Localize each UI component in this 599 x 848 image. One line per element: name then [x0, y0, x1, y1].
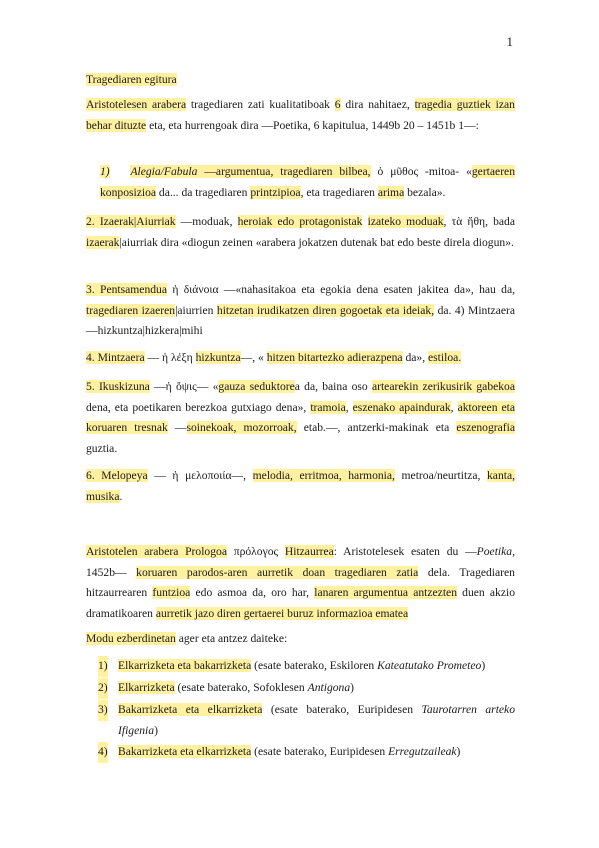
intro-highlight-3: tragedia guztiek izan behar dituzte: [86, 98, 515, 132]
item-5-highlight-1: gauza seduktore: [218, 380, 295, 393]
list-item-text: (esate baterako, Euripidesen: [251, 745, 389, 758]
list-item-text: (esate baterako, Eskiloren: [251, 659, 378, 672]
item-5-highlight-4: eszenako apaindurak: [352, 400, 451, 414]
modes-highlight: Modu ezberdinetan: [86, 632, 176, 645]
prologue-text-2: : Aristotelesek esaten du —: [333, 545, 477, 558]
list-item: [98, 678, 515, 699]
list-item-close: ): [350, 681, 355, 694]
list-item-highlight: Elkarrizketa: [118, 681, 175, 694]
item-2-text-2: , τὰ ἤθη, bada: [443, 215, 515, 228]
item-1-term: [130, 165, 197, 178]
item-3-text-2: |aiurrien: [175, 303, 217, 317]
list-item-title: Kateatutako Prometeo: [377, 659, 482, 672]
item-5-text-5: ,: [450, 400, 458, 414]
prologue-text-5: edo asmoa da, oro har,: [190, 586, 315, 599]
item-1-highlight-3: printzipioa: [250, 185, 301, 199]
list-item-close: ): [456, 745, 461, 758]
item-2-text-1: —moduak,: [175, 215, 238, 228]
item-5-text-4: ,: [345, 400, 353, 414]
item-2-paragraph: [86, 212, 515, 253]
list-item-title: Taurotarren arteko Ifigenia: [118, 703, 515, 737]
list-item-title: Antigona: [307, 681, 351, 694]
list-item-text: (esate baterako, Sofoklesen: [174, 681, 308, 694]
item-1-num-text: 1): [100, 165, 110, 178]
item-6-text-3: .: [119, 489, 123, 503]
section-heading: [86, 70, 515, 91]
item-2-term: 2. Izaerak|Aiurriak: [86, 215, 176, 228]
item-6-term: 6. Melopeya: [86, 469, 148, 482]
list-item-number: 2): [98, 678, 108, 699]
list-item-number: 1): [98, 656, 108, 677]
item-5-text-3: dena, eta poetikaren berezkoa gutxiago dena»,: [86, 400, 311, 414]
item-4-text-2: —, «: [240, 351, 267, 364]
item-2-text-3: |aiurriak dira «diogun zeinen «arabera jokatzen dutenak bat edo beste direla diogun».: [119, 235, 514, 249]
item-5-highlight-5: aktoreen eta koruaren tresnak: [86, 400, 516, 434]
item-1-paragraph: [100, 162, 515, 203]
intro-text-3: eta, eta hurrengoak dira —Poetika, 6 kapitulua, 1449b 20 – 1451b 1—:: [146, 118, 479, 132]
page-number: 1: [506, 34, 513, 49]
list-item-highlight: Bakarrizketa eta elkarrizketa: [118, 703, 263, 716]
prologue-highlight-4: funtzioa: [152, 586, 191, 599]
item-5-highlight-7: eszenografia: [456, 421, 515, 434]
item-5-highlight-2: artearekin zerikusirik gabekoa: [371, 380, 515, 393]
prologue-text-1: πρόλογος: [226, 545, 285, 558]
item-4-highlight-1: hizkuntza: [195, 351, 241, 364]
item-2-highlight-3: izaerak: [86, 235, 120, 249]
item-3-highlight-2: hitzetan irudikatzen diren gogoetak eta ideiak,: [216, 303, 435, 317]
item-6-highlight-1: melodia, erritmoa, harmonia,: [252, 469, 395, 482]
item-2-space: [362, 215, 367, 228]
item-4-text-3: da»,: [402, 351, 429, 364]
intro-paragraph: [86, 95, 515, 136]
item-4-text-1: — ἡ λέξη: [144, 351, 196, 364]
item-5-highlight-3: tramoia: [310, 400, 346, 414]
item-1-text-4: bezala».: [404, 185, 446, 199]
item-5-term: 5. Ikuskizuna: [86, 380, 150, 393]
prologue-highlight-5: lanaren argumentua antzezten: [314, 586, 457, 599]
item-3-paragraph: [86, 280, 515, 342]
prologue-text-4: dela. Tragediaren hitzaurrearen: [86, 565, 515, 599]
item-6-highlight-2: kanta, musika: [86, 469, 516, 503]
list-item: [98, 700, 515, 741]
item-4-highlight-2: hitzen bitartezko adierazpena: [266, 351, 403, 364]
item-1-highlight-4: arima: [377, 185, 405, 199]
item-5-text-2: a da, baina oso: [294, 380, 372, 393]
list-item-number: 4): [98, 742, 108, 763]
item-3-term: 3. Pentsamendua: [86, 283, 167, 296]
item-2-highlight-1: heroiak edo protagonistak: [237, 215, 363, 228]
item-5-text-7: etab.—, antzerki-makinak eta: [296, 421, 457, 434]
item-1-highlight-2: gertaeren konposizioa: [100, 165, 515, 199]
item-3-highlight-1: tragediaren izaeren: [86, 303, 176, 317]
item-3-text-1: ἡ διάνοια —«nahasitakoa eta egokia dena esaten jakitea da», hau da,: [167, 283, 515, 296]
list-item: [98, 656, 515, 677]
prologue-highlight-2: Hitzaurrea: [284, 545, 334, 558]
intro-text-2: dira nahitaez,: [340, 98, 415, 111]
prologue-highlight-3: koruaren parodos-aren aurretik doan tragediaren zatia: [136, 565, 419, 579]
prologue-highlight-1: Aristotelen arabera Prologoa: [86, 545, 227, 558]
item-6-text-1: — ἡ μελοποιία—,: [147, 469, 253, 482]
prologue-text-3: , 1452b—: [86, 545, 515, 579]
item-5-text-1: —ἡ ὄψις— «: [149, 380, 219, 393]
item-1-text-1: ὁ μῦθος -mitoa- «: [370, 165, 472, 178]
intro-highlight-2: 6: [334, 98, 341, 111]
item-5-highlight-6: soinekoak, mozorroak,: [186, 421, 297, 434]
prologue-paragraph: [86, 542, 515, 624]
intro-highlight-1: Aristotelesen arabera: [86, 98, 187, 111]
item-1-text-3: , eta tragediaren: [300, 185, 378, 199]
item-1-number: [100, 165, 110, 178]
item-5-paragraph: [86, 377, 515, 459]
list-item-highlight: Elkarrizketa eta bakarrizketa: [118, 659, 252, 672]
item-2-highlight-2: izateko moduak: [367, 215, 444, 228]
item-3-text-3: da. 4) Mintzaera —hizkuntza|hizkera|mihi: [86, 303, 515, 337]
item-5-text-8: guztia.: [86, 441, 118, 455]
list-item-title: Erregutzaileak: [388, 745, 457, 758]
heading-text: Tragediaren egitura: [86, 73, 177, 86]
list-item-highlight: Bakarrizketa eta elkarrizketa: [118, 745, 252, 758]
item-5-text-6: —: [167, 421, 187, 434]
list-item-close: ): [154, 723, 158, 737]
modes-text: ager eta antzez daiteke:: [175, 632, 288, 645]
intro-text-1: tragediaren zati kualitatiboak: [186, 98, 335, 111]
list-item-text: (esate baterako, Euripidesen: [262, 703, 422, 716]
item-1-term-text: Alegia/Fabula: [130, 165, 198, 178]
prologue-highlight-6: aurretik jazo diren gertaerei buruz informazioa ematea: [155, 606, 409, 620]
item-6-text-2: metroa/neurtitza,: [394, 469, 487, 482]
list-item-close: ): [481, 659, 486, 672]
prologue-text-6: duen akzio dramatikoaren: [86, 586, 515, 620]
item-6-paragraph: [86, 466, 515, 507]
item-4-term: 4. Mintzaera: [86, 351, 145, 364]
modes-paragraph: [86, 629, 515, 650]
item-1-highlight-1: —argumentua, tragediaren bilbea,: [197, 165, 371, 178]
prologue-italic: Poetika: [476, 545, 513, 558]
item-1-text-2: da... da tragediaren: [156, 185, 251, 199]
list-item: [98, 742, 515, 763]
item-4-paragraph: [86, 348, 515, 369]
list-item-number: 3): [98, 700, 108, 721]
item-4-highlight-3: estiloa.: [428, 351, 462, 364]
